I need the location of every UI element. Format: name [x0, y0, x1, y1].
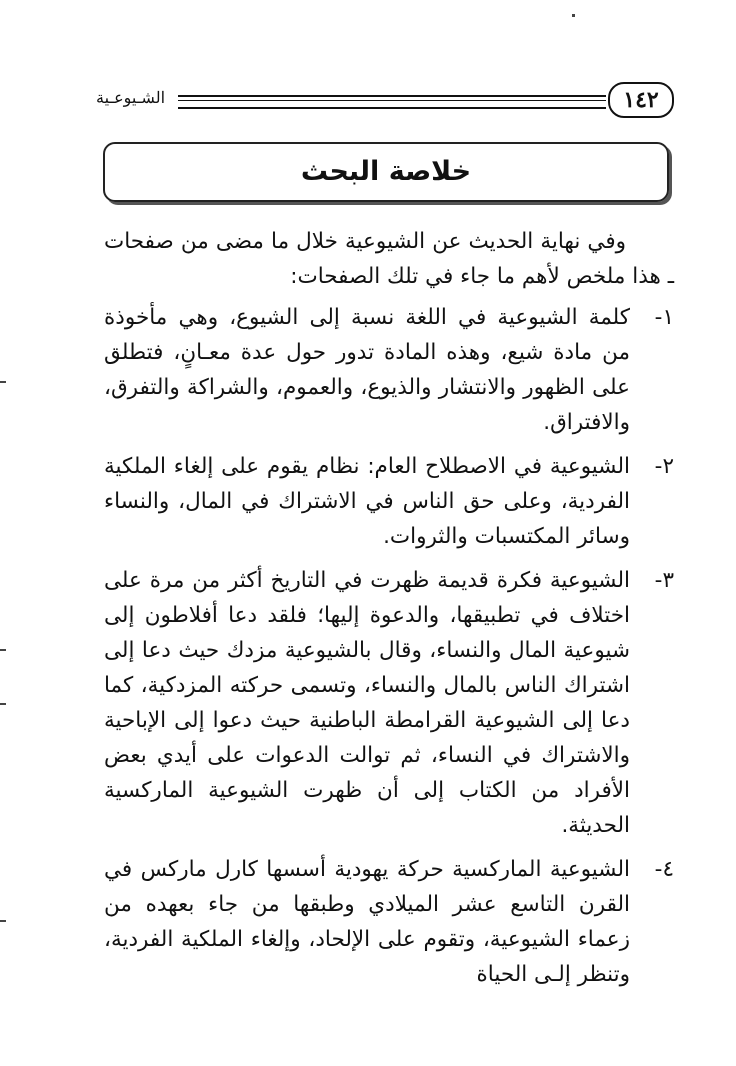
margin-mark [0, 920, 6, 922]
list-item-text: الشيوعية الماركسية حركة يهودية أسسها كارل ماركس في القرن التاسع عشر الميلادي وطبقها من جاء بعهده من زعماء الشيوعية، وتقوم على الإلحاد، وإلغاء الملكية الفردية، وتنظر إلـى الحياة [104, 857, 630, 987]
margin-mark [0, 381, 6, 383]
scan-speck [572, 14, 575, 17]
list-item-text: كلمة الشيوعية في اللغة نسبة إلى الشيوع، وهي مأخوذة من مادة شيع، وهذه المادة تدور حول عدة معـانٍ، فتطلق على الظهور والانتشار والذيوع، والعموم، والشراكة والتفرق، والافتراق. [104, 305, 630, 435]
list-item-number: ٤- [654, 857, 674, 882]
list-item-number: ١- [654, 305, 674, 330]
section-title: خلاصة البحث [103, 142, 669, 202]
list-item-4 [104, 852, 674, 992]
page-header [96, 84, 678, 120]
list-item-number: ٣- [654, 568, 674, 593]
list-item-2 [104, 449, 674, 554]
intro-paragraph: وفي نهاية الحديث عن الشيوعية خلال ما مضى من صفحات ـ هذا ملخص لأهم ما جاء في تلك الصفحات: [104, 229, 674, 289]
list-item-text: الشيوعية فكرة قديمة ظهرت في التاريخ أكثر من مرة على اختلاف في تطبيقها، والدعوة إليها؛ فلقد دعا أفلاطون إلى شيوعية المال والنساء، وقال بالشيوعية مزدك حيث دعا إلى اشتراك الناس بالمال والنساء، وتسمى حركته المزدكية، كما دعا إلى الشيوعية القرامطة الباطنية حيث دعوا إلى الإباحية والاشتراك في النساء، ثم توالت الدعوات على أيدي بعض الأفراد من الكتاب إلى أن ظهرت الشيوعية الماركسية الحديثة. [104, 568, 630, 838]
margin-mark [0, 649, 6, 651]
list-item-text: الشيوعية في الاصطلاح العام: نظام يقوم على إلغاء الملكية الفردية، وعلى حق الناس في الاشتراك في المال، والنساء وسائر المكتسبات والثروات. [104, 454, 630, 549]
page-number: ١٤٢ [608, 82, 674, 118]
body-text [104, 224, 674, 998]
list-item-1 [104, 300, 674, 440]
running-title: الشـيوعـية [96, 88, 166, 107]
list-item-3 [104, 563, 674, 843]
header-rule [178, 95, 606, 109]
margin-mark [0, 703, 6, 705]
list-item-number: ٢- [654, 454, 674, 479]
